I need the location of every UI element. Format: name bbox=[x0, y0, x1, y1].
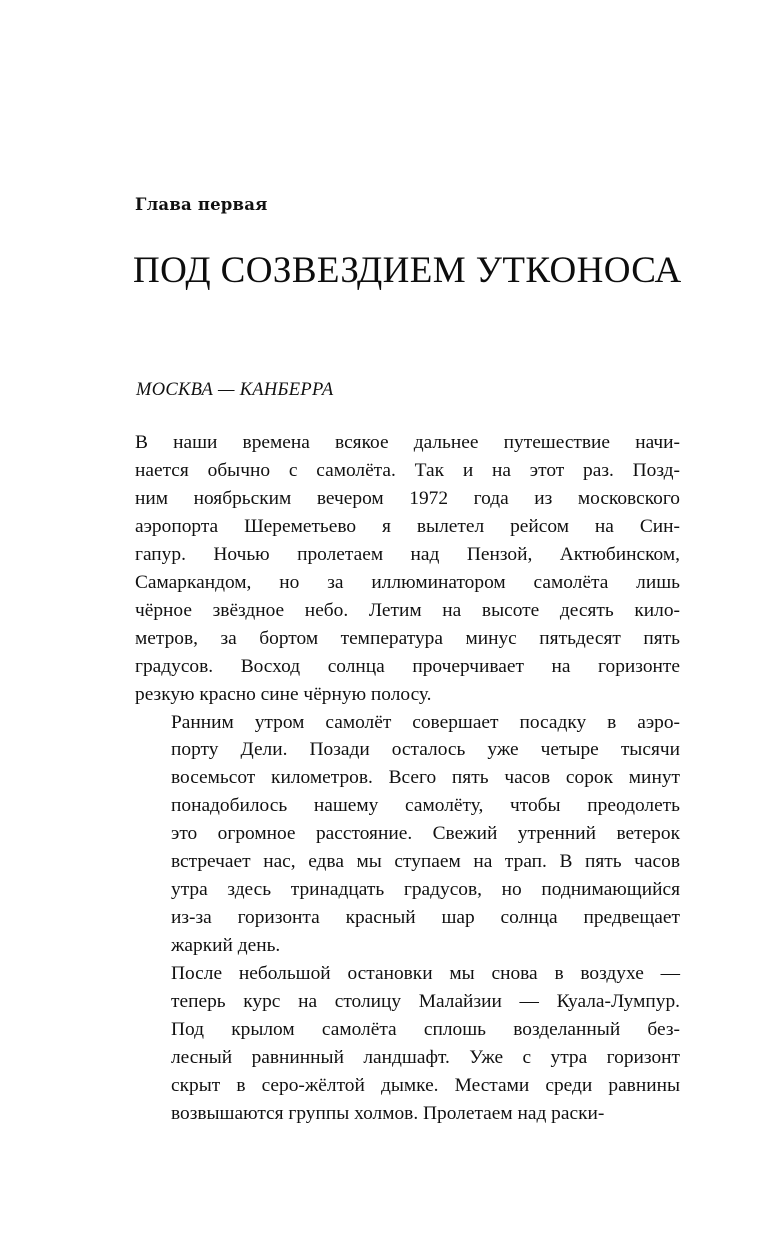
text-line: После небольшой остановки мы снова в воздухе — bbox=[171, 963, 680, 985]
text-line: нается обычно с самолёта. Так и на этот раз. Позд- bbox=[135, 459, 680, 481]
text-line: это огромное расстояние. Свежий утренний ветерок bbox=[171, 823, 680, 845]
body-text bbox=[135, 429, 680, 1128]
text-line: резкую красно сине чёрную полосу. bbox=[135, 683, 432, 705]
paragraph bbox=[135, 709, 680, 961]
text-line: из-за горизонта красный шар солнца предвещает bbox=[171, 907, 680, 929]
text-line: чёрное звёздное небо. Летим на высоте десять кило- bbox=[135, 599, 680, 621]
paragraph bbox=[135, 960, 680, 1128]
text-line: ним ноябрьским вечером 1972 года из московского bbox=[135, 487, 680, 509]
text-line: понадобилось нашему самолёту, чтобы преодолеть bbox=[171, 795, 680, 817]
paragraph bbox=[135, 429, 680, 709]
text-line: утра здесь тринадцать градусов, но поднимающийся bbox=[171, 879, 680, 901]
text-line: лесный равнинный ландшафт. Уже с утра горизонт bbox=[171, 1046, 680, 1068]
chapter-label: Глава первая bbox=[135, 195, 268, 214]
text-line: Ранним утром самолёт совершает посадку в аэро- bbox=[171, 711, 680, 733]
book-page bbox=[135, 0, 680, 1241]
text-line: встречает нас, едва мы ступаем на трап. В пять часов bbox=[171, 851, 680, 873]
text-line: градусов. Восход солнца прочерчивает на горизонте bbox=[135, 655, 680, 677]
text-line: метров, за бортом температура минус пятьдесят пять bbox=[135, 627, 680, 649]
text-line: восемьсот километров. Всего пять часов сорок минут bbox=[171, 767, 680, 789]
text-line: Под крылом самолёта сплошь возделанный без- bbox=[171, 1019, 680, 1041]
text-line: теперь курс на столицу Малайзии — Куала-Лумпур. bbox=[171, 991, 680, 1013]
text-line: возвышаются группы холмов. Пролетаем над раски- bbox=[171, 1102, 605, 1124]
text-line: порту Дели. Позади осталось уже четыре тысячи bbox=[171, 739, 680, 761]
section-label: МОСКВА — КАНБЕРРА bbox=[136, 380, 334, 400]
text-line: гапур. Ночью пролетаем над Пензой, Актюбинском, bbox=[135, 543, 680, 565]
text-line: Самаркандом, но за иллюминатором самолёта лишь bbox=[135, 571, 680, 593]
text-line: скрыт в серо-жёлтой дымке. Местами среди равнины bbox=[171, 1074, 680, 1096]
page-title: ПОД СОЗВЕЗДИЕМ УТКОНОСА bbox=[133, 249, 682, 291]
text-line: аэропорта Шереметьево я вылетел рейсом на Син- bbox=[135, 515, 680, 537]
text-line: В наши времена всякое дальнее путешествие начи- bbox=[135, 432, 680, 453]
text-line: жаркий день. bbox=[171, 935, 281, 957]
